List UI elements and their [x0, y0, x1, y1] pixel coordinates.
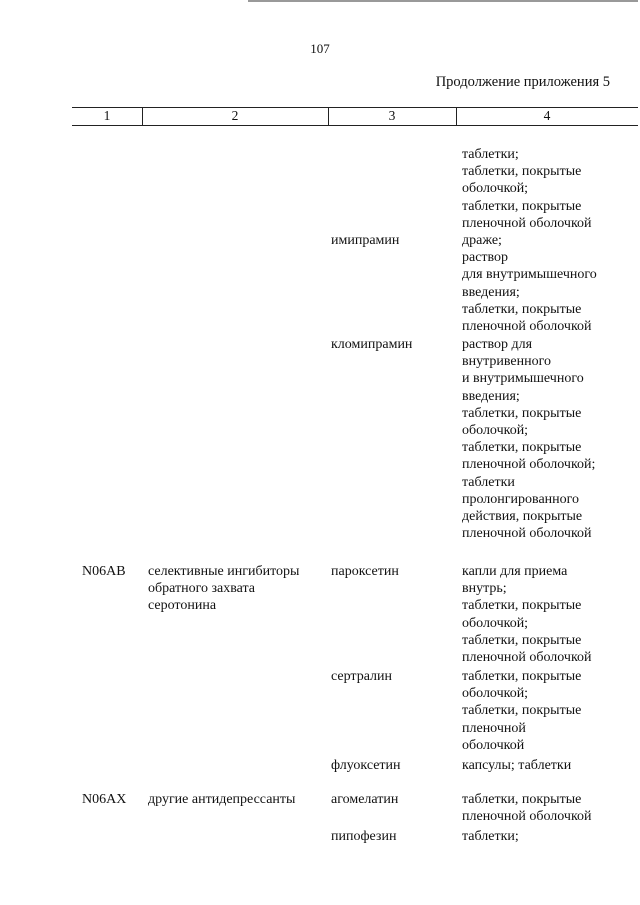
form-line: таблетки, покрытые — [462, 164, 582, 180]
dosage-forms-continued — [462, 146, 592, 232]
column-header-1: 1 — [103, 108, 111, 123]
form-line: пленочной оболочкой — [462, 319, 592, 335]
form-line: таблетки, покрытые — [462, 669, 582, 684]
form-line: таблетки, покрытые — [462, 440, 582, 456]
atc-code-n06ab: N06AB — [82, 564, 126, 579]
form-line: таблетки, покрытые — [462, 792, 582, 807]
form-line: пленочной оболочкой — [462, 215, 592, 231]
drug-name-agomelatine: агомелатин — [331, 792, 399, 807]
dosage-forms-agomelatine — [462, 791, 592, 825]
table-header-bottom-rule — [72, 125, 638, 126]
form-line: оболочкой; — [462, 181, 529, 197]
group-name-n06ax — [148, 791, 295, 808]
continuation-title: Продолжение приложения 5 — [435, 74, 610, 90]
form-line: пролонгированного — [462, 491, 580, 507]
form-line: оболочкой; — [462, 615, 529, 631]
form-line: оболочкой; — [462, 423, 529, 439]
form-line: раствор для — [462, 337, 533, 352]
form-line: таблетки — [462, 474, 515, 490]
form-line: таблетки, покрытые — [462, 632, 582, 648]
scan-edge-line — [248, 0, 638, 2]
form-line: и внутримышечного — [462, 371, 584, 387]
form-line: действия, покрытые — [462, 509, 583, 525]
form-line: внутривенного — [462, 354, 552, 370]
column-header-2: 2 — [231, 108, 239, 123]
form-line: таблетки, покрытые — [462, 703, 582, 719]
form-line: драже; — [462, 233, 502, 248]
form-line: введения; — [462, 388, 520, 404]
form-line: пленочной оболочкой — [462, 809, 592, 825]
column-header-3: 3 — [388, 108, 396, 123]
group-name-line: другие антидепрессанты — [148, 792, 296, 807]
atc-code-n06ax: N06AX — [82, 792, 127, 807]
dosage-forms-pipofezine — [462, 828, 519, 845]
drug-name-fluoxetine: флуоксетин — [331, 758, 401, 773]
dosage-forms-sertraline — [462, 668, 581, 754]
group-name-line: обратного захвата — [148, 581, 256, 597]
form-line: пленочной оболочкой — [462, 650, 592, 666]
form-line: оболочкой; — [462, 686, 529, 702]
drug-name-pipofezine: пипофезин — [331, 829, 397, 844]
form-line: внутрь; — [462, 581, 507, 597]
dosage-forms-imipramine — [462, 232, 597, 335]
column-header-4: 4 — [543, 108, 551, 123]
drug-name-sertraline: сертралин — [331, 669, 393, 684]
form-line: таблетки, покрытые — [462, 198, 582, 214]
form-line: капсулы; таблетки — [462, 758, 572, 773]
form-line: пленочной оболочкой — [462, 526, 592, 542]
group-name-line: серотонина — [148, 598, 217, 614]
page-number: 107 — [310, 41, 330, 56]
group-name-n06ab — [148, 563, 299, 615]
form-line: таблетки, покрытые — [462, 598, 582, 614]
form-line: раствор — [462, 250, 509, 266]
dosage-forms-paroxetine — [462, 563, 592, 666]
drug-name-clomipramine: кломипрамин — [331, 337, 413, 352]
form-line: таблетки, покрытые — [462, 301, 582, 317]
form-line: пленочной оболочкой; — [462, 457, 596, 473]
form-line: оболочкой — [462, 737, 525, 753]
form-line: капли для приема — [462, 564, 568, 579]
dosage-forms-clomipramine — [462, 336, 595, 542]
drug-name-imipramine: имипрамин — [331, 233, 400, 248]
form-line: таблетки; — [462, 829, 519, 844]
dosage-forms-fluoxetine — [462, 757, 571, 774]
form-line: введения; — [462, 284, 520, 300]
form-line: пленочной — [462, 720, 526, 736]
form-line: таблетки, покрытые — [462, 405, 582, 421]
drug-name-paroxetine: пароксетин — [331, 564, 399, 579]
group-name-line: селективные ингибиторы — [148, 564, 300, 579]
form-line: для внутримышечного — [462, 267, 597, 283]
form-line: таблетки; — [462, 147, 519, 162]
